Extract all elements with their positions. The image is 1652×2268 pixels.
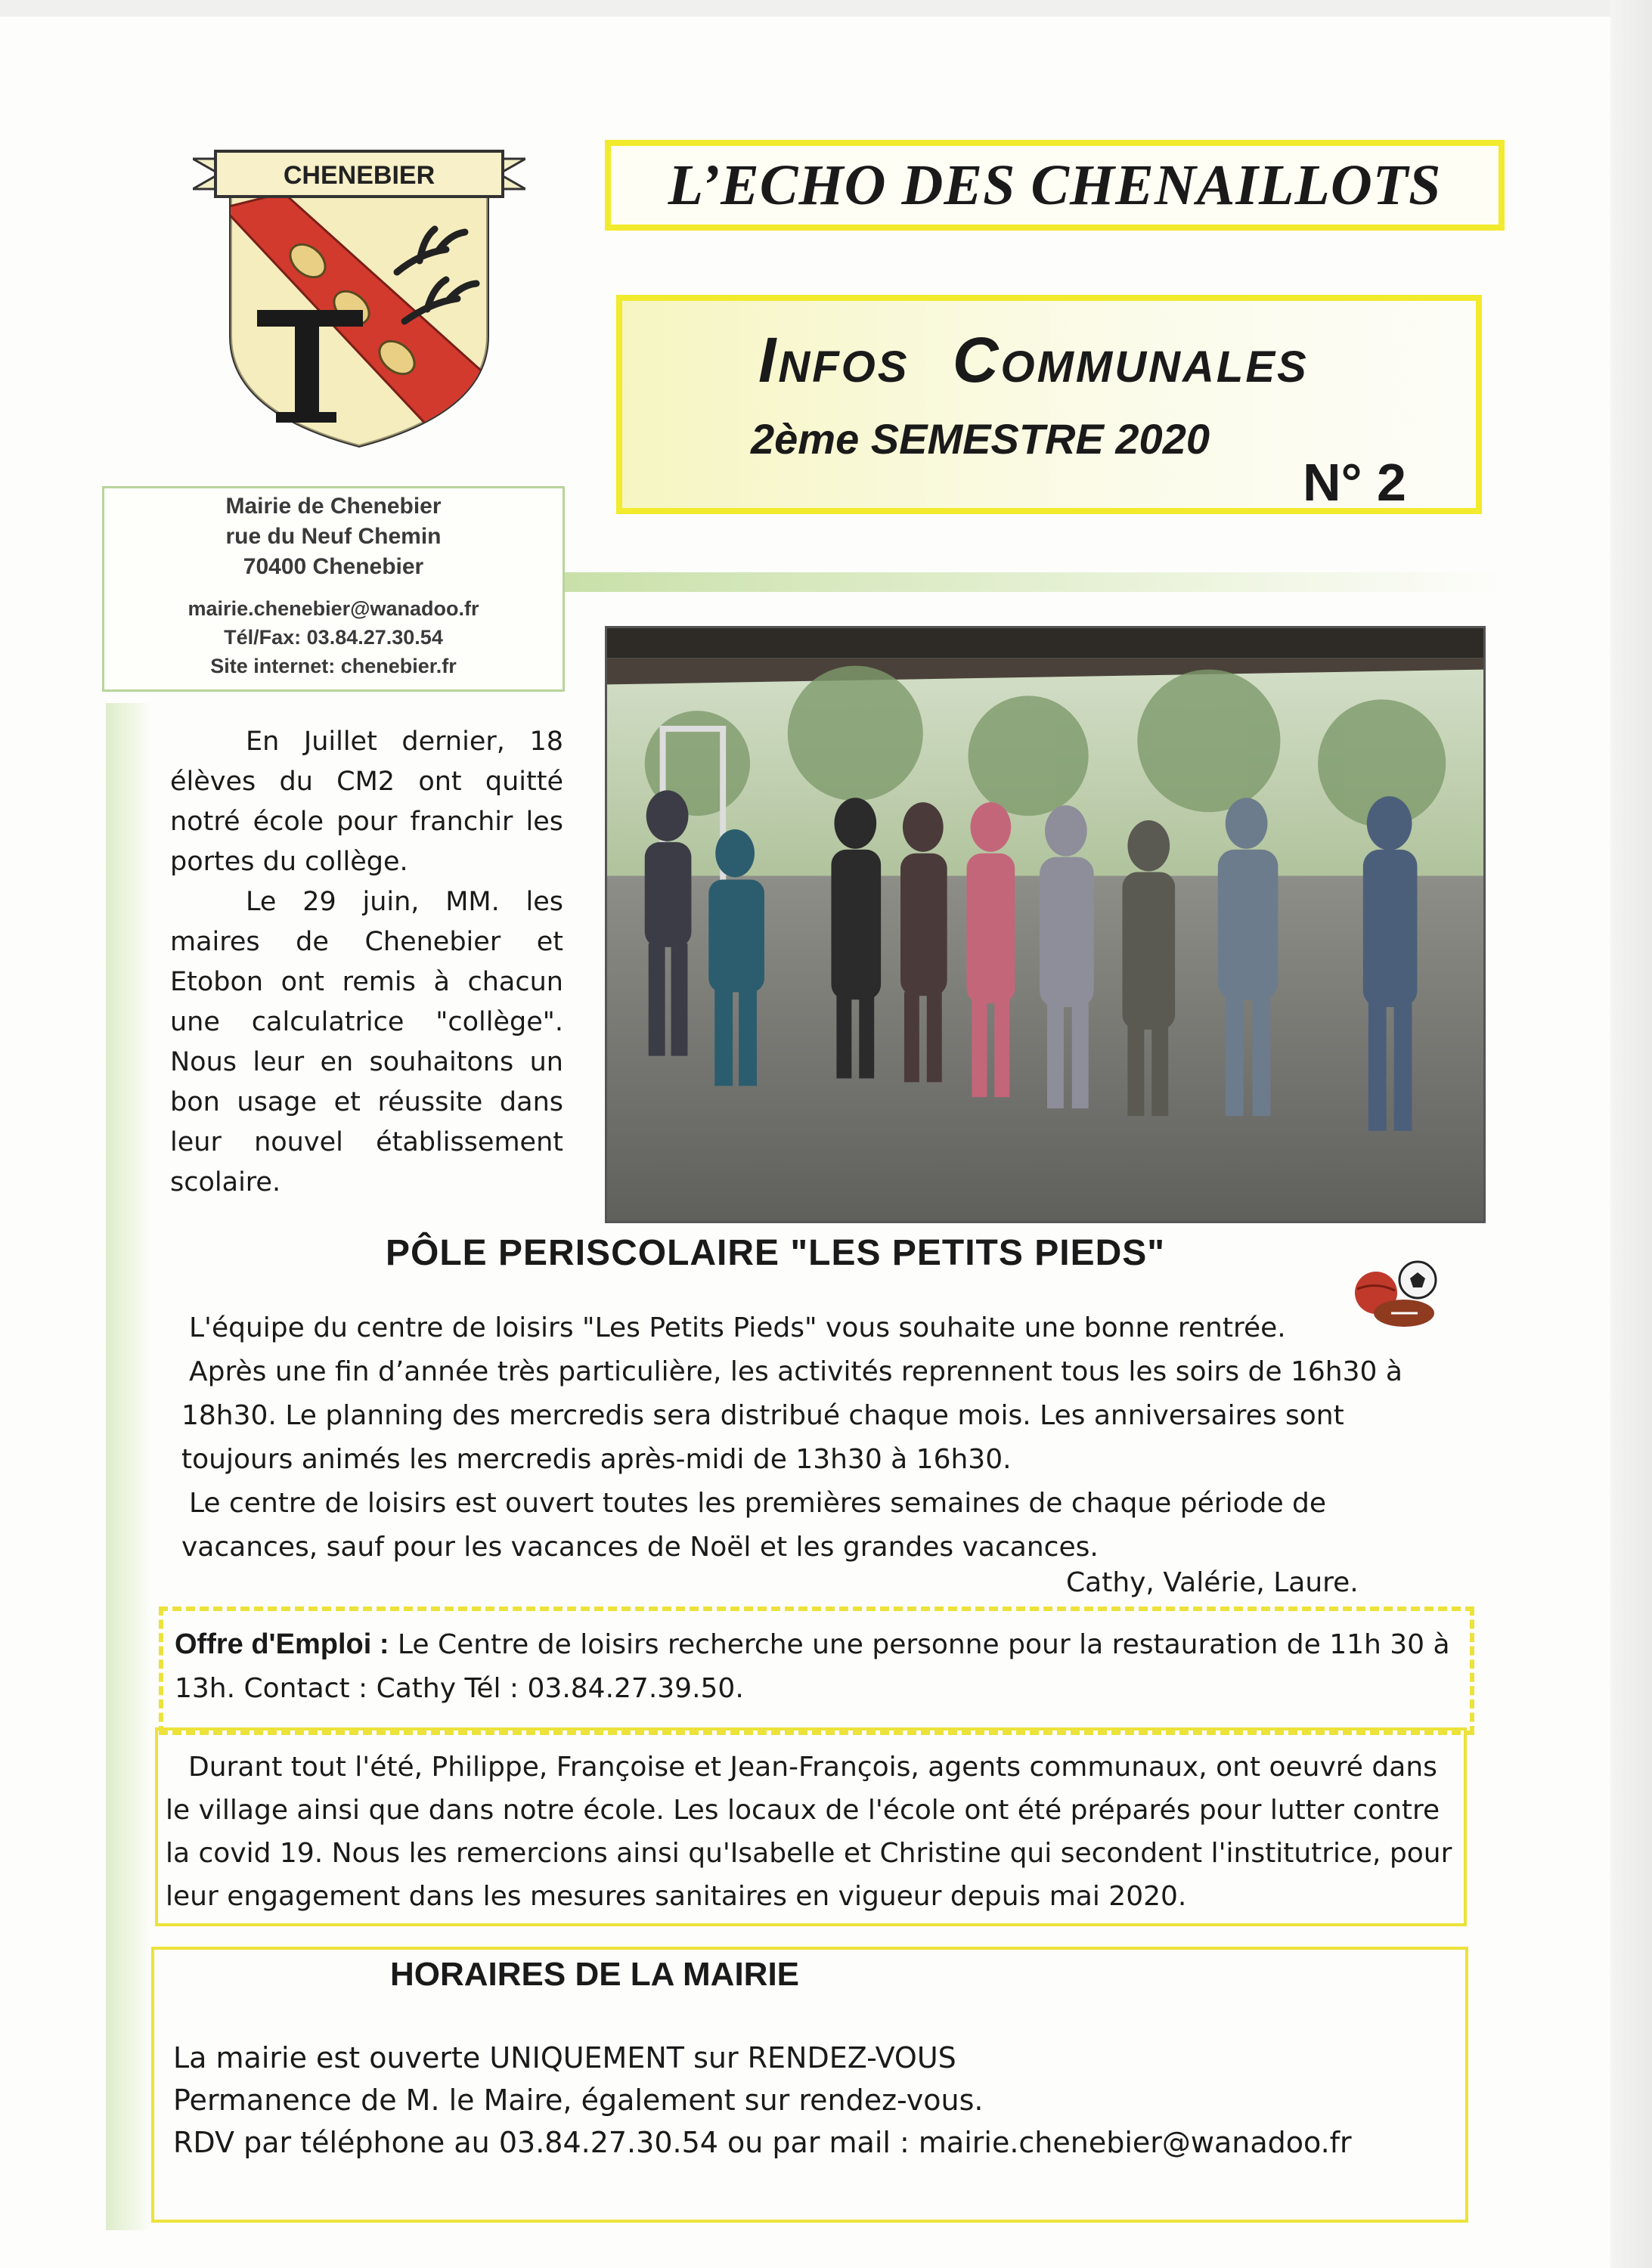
- article-paragraph: En Juillet dernier, 18 élèves du CM2 ont quitté notré école pour franchir les portes du collège.: [170, 727, 563, 877]
- periscolaire-heading: PÔLE PERISCOLAIRE "LES PETITS PIEDS": [386, 1233, 1166, 1273]
- green-divider-strip: [561, 572, 1502, 592]
- infos-communales-box: [616, 295, 1482, 514]
- periscolaire-text: [181, 1306, 1459, 1569]
- horaires-box: [151, 1947, 1468, 2223]
- periscolaire-paragraph: Après une fin d’année très particulière, les activités reprennent tous les soirs de 16h30 à 18h30. Le planning des mercredis sera distribué chaque mois. Les anniversaires sont toujours animés les mercredis après-midi de 13h30 à 16h30.: [181, 1356, 1402, 1475]
- job-offer-label: Offre d'Emploi :: [175, 1628, 389, 1660]
- newsletter-title: L’ECHO DES CHENAILLOTS: [668, 153, 1442, 217]
- scan-edge-right: [1610, 0, 1652, 2268]
- mairie-address-box: [102, 486, 565, 692]
- infos-initial: I: [758, 324, 779, 395]
- job-offer-body: Le Centre de loisirs recherche une personne pour la restauration de 11h 30 à 13h. Contact : Cathy Tél : 03.84.27.39.50.: [175, 1629, 1450, 1704]
- job-offer-box: [159, 1606, 1474, 1735]
- address-line: rue du Neuf Chemin: [225, 524, 442, 549]
- chenebier-crest-logo: [193, 140, 525, 450]
- horaires-line: Permanence de M. le Maire, également sur rendez-vous.: [173, 2084, 984, 2117]
- article-paragraph: Le 29 juin, MM. les maires de Chenebier et Etobon ont remis à chacun une calculatrice "collège". Nous leur en souhaitons un bon usage et réussite dans leur nouvel établissement scolaire.: [170, 887, 563, 1198]
- newsletter-title-box: [605, 140, 1505, 231]
- infos-communales-heading: [758, 324, 1309, 397]
- communales-word: OMMUNALES: [1000, 342, 1309, 392]
- semester-label: 2ème SEMESTRE 2020: [751, 415, 1210, 463]
- infos-word: NFOS: [778, 342, 910, 392]
- cm2-article: [170, 722, 563, 1203]
- periscolaire-signature: Cathy, Valérie, Laure.: [1066, 1567, 1359, 1598]
- job-offer-text: [175, 1622, 1460, 1711]
- periscolaire-paragraph: Le centre de loisirs est ouvert toutes les premières semaines de chaque période de vacances, sauf pour les vacances de Noël et les grandes vacances.: [181, 1488, 1327, 1563]
- address-line: 70400 Chenebier: [243, 554, 424, 579]
- horaires-text: [173, 2037, 1458, 2164]
- phone-fax: Tél/Fax: 03.84.27.30.54: [224, 626, 443, 649]
- address-line: Mairie de Chenebier: [225, 494, 442, 519]
- students-group-photo: [605, 626, 1486, 1223]
- agents-thanks-box: [155, 1727, 1467, 1926]
- horaires-heading: HORAIRES DE LA MAIRIE: [389, 1956, 800, 1993]
- communales-initial: C: [952, 324, 1001, 395]
- crest-banner-text: CHENEBIER: [283, 161, 435, 190]
- agents-thanks-text: Durant tout l'été, Philippe, Françoise et Jean-François, agents communaux, ont oeuvré dans le village ainsi que dans notre école. Les locaux de l'école ont été préparés pour lutter contre la covid 19. Nous les remercions ainsi qu'Isabelle et Christine qui secondent l'institutrice, pour leur engagement dans les mesures sanitaires en vigueur depuis mai 2020.: [166, 1752, 1452, 1912]
- periscolaire-paragraph: L'équipe du centre de loisirs "Les Petits Pieds" vous souhaite une bonne rentrée.: [189, 1312, 1286, 1343]
- website: Site internet: chenebier.fr: [210, 655, 457, 677]
- address-lines: [104, 491, 563, 582]
- contact-lines: [104, 594, 563, 680]
- green-sidebar-strip: [106, 703, 151, 2230]
- issue-number: N° 2: [1303, 453, 1406, 512]
- horaires-line: La mairie est ouverte UNIQUEMENT sur RENDEZ-VOUS: [173, 2041, 956, 2074]
- horaires-line: RDV par téléphone au 03.84.27.30.54 ou par mail : mairie.chenebier@wanadoo.fr: [173, 2126, 1352, 2159]
- email-address: mairie.chenebier@wanadoo.fr: [188, 597, 479, 620]
- scan-edge-top: [0, 0, 1652, 17]
